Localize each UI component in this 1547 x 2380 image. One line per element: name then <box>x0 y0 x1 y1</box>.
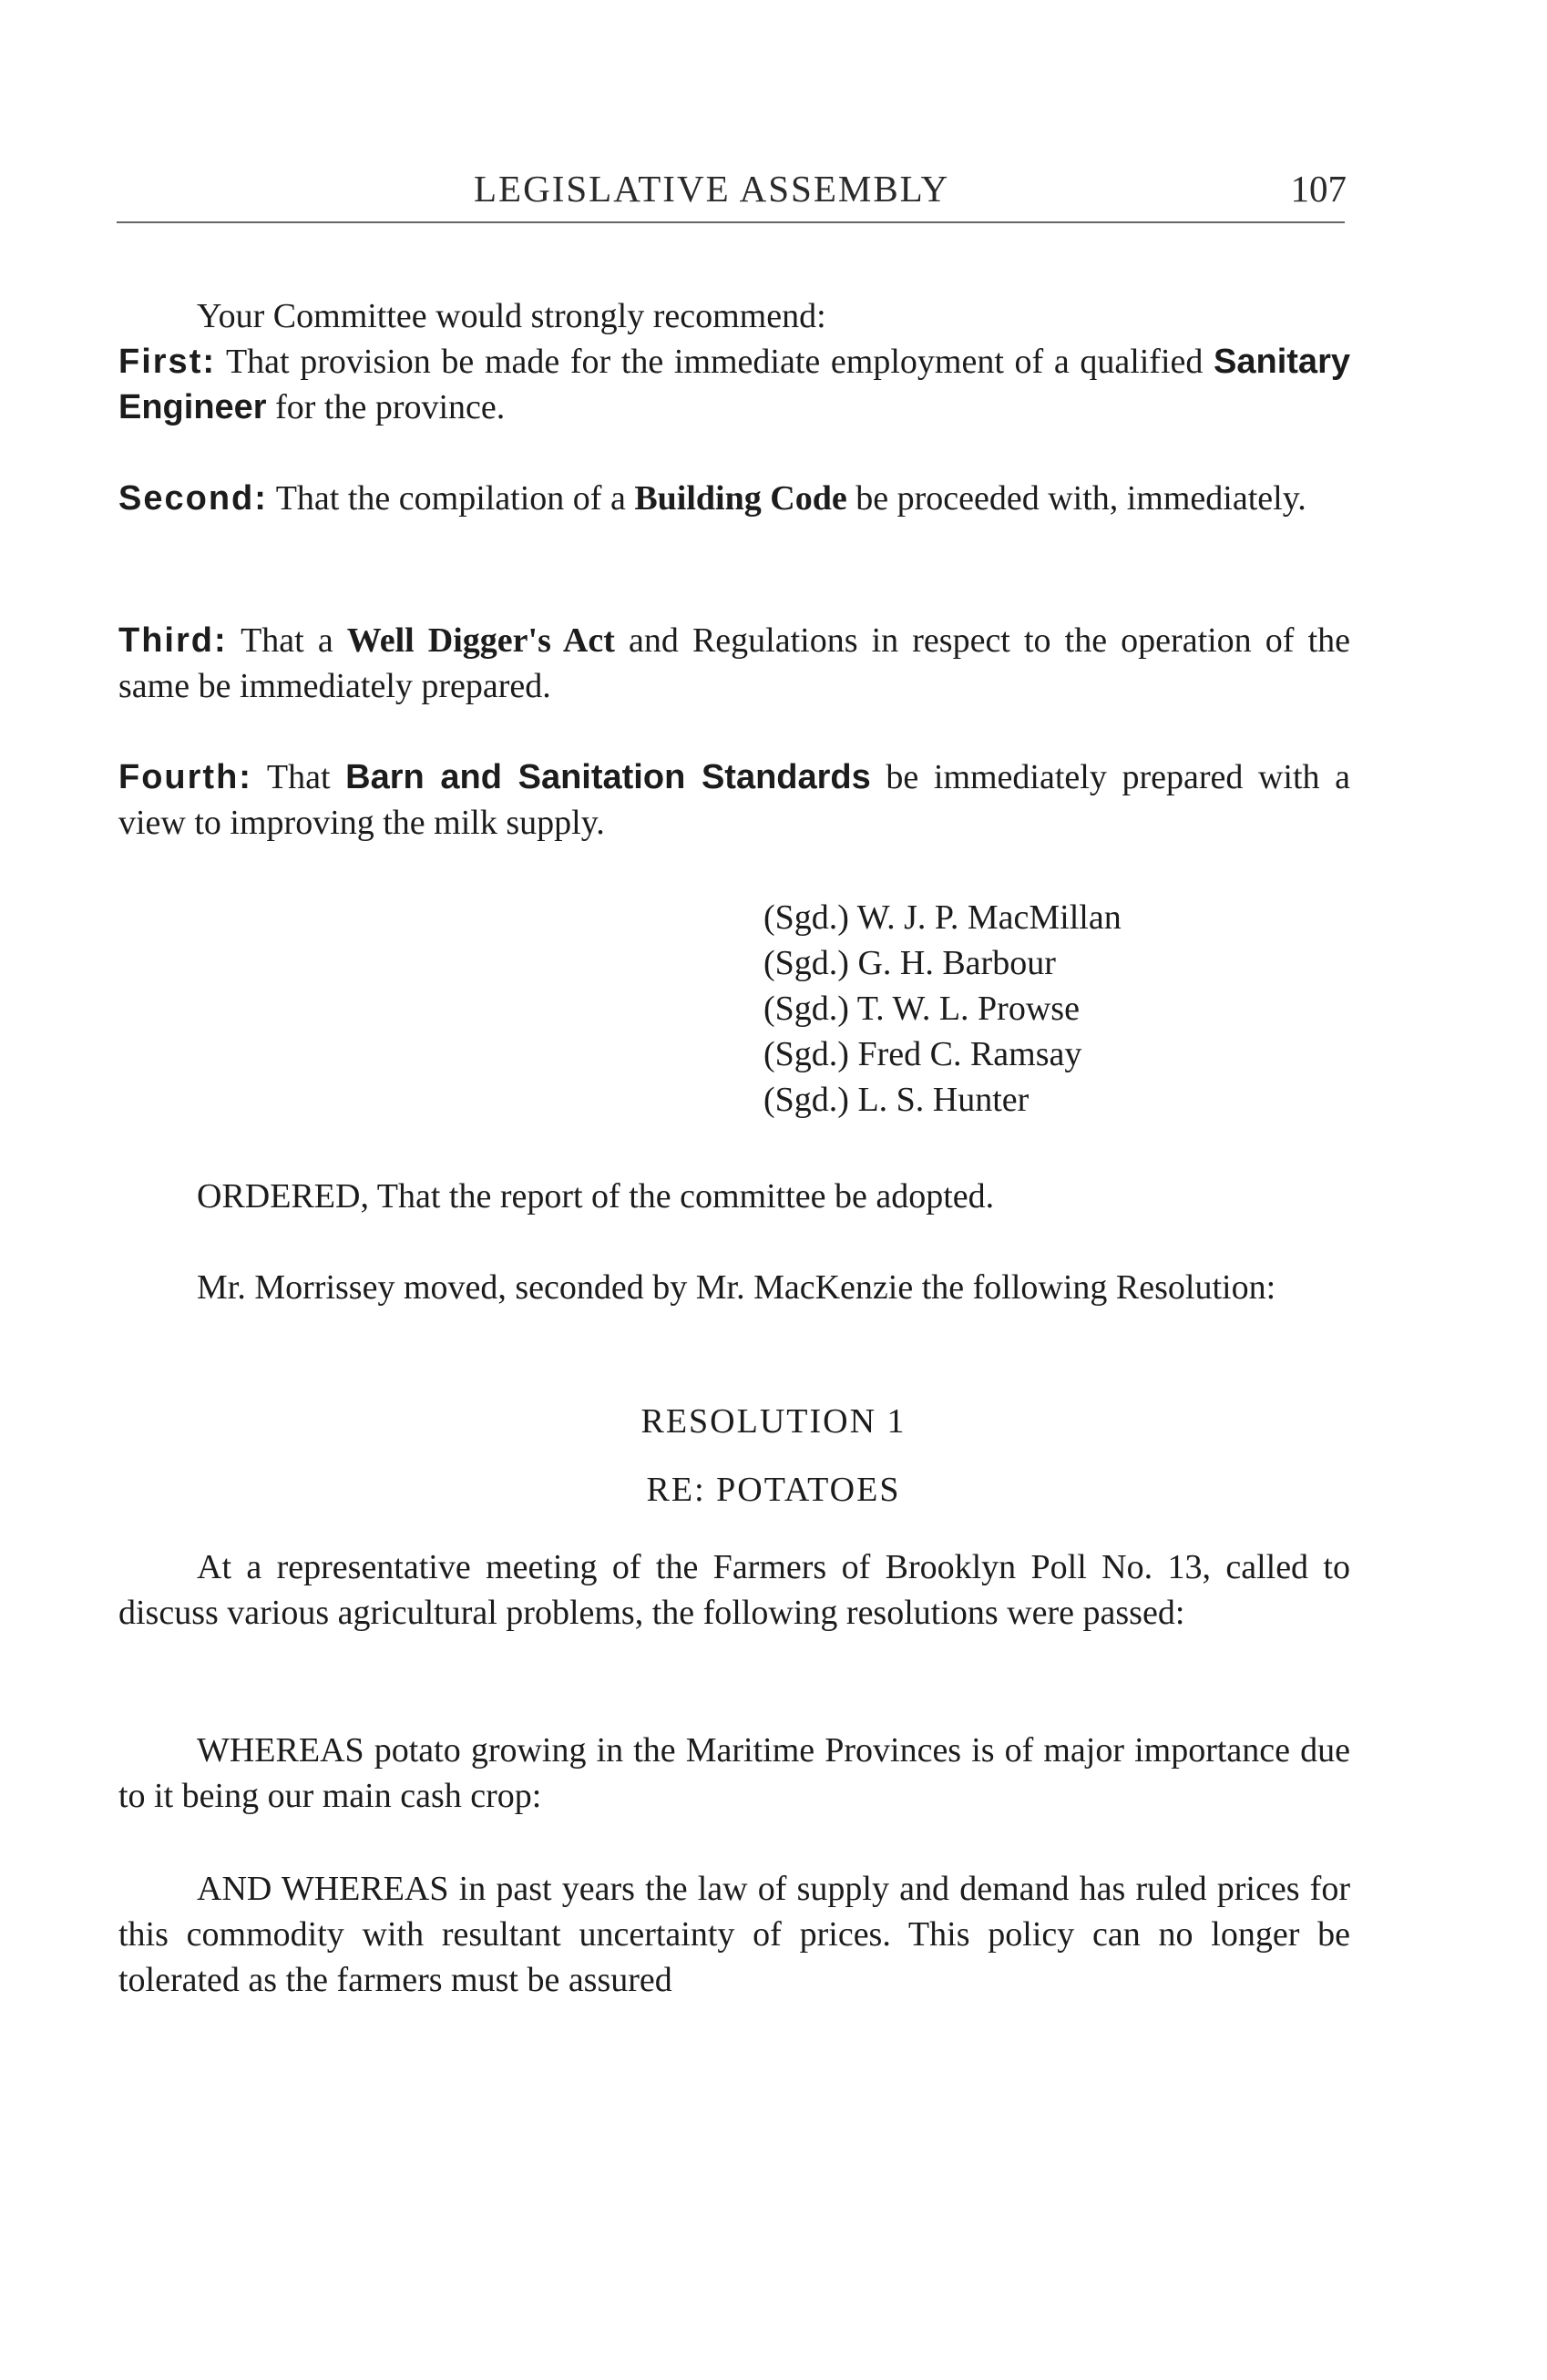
signature-line: (Sgd.) L. S. Hunter <box>763 1081 1030 1119</box>
signature-line: (Sgd.) T. W. L. Prowse <box>763 990 1080 1028</box>
ordered-statement: ORDERED, That the report of the committee be adopted. <box>197 1177 995 1216</box>
resolution-title: RESOLUTION 1 <box>640 1402 907 1441</box>
recommendation-emphasis: Building Code <box>634 479 847 518</box>
recommendation-text: That provision be made for the immediate employment of a qualified <box>216 343 1214 381</box>
recommendation-third <box>118 618 1350 709</box>
header-rule <box>117 221 1345 223</box>
signature-line: (Sgd.) Fred C. Ramsay <box>763 1035 1082 1073</box>
running-title: LEGISLATIVE ASSEMBLY <box>474 168 950 210</box>
recommendation-label: Third: <box>118 621 228 660</box>
body-paragraph: AND WHEREAS in past years the law of supply and demand has ruled prices for this commodity with resultant uncertainty of prices. This policy can no longer be tolerated as the farmers must be assured <box>118 1870 1350 1999</box>
recommendation-label: Fourth: <box>118 758 252 796</box>
body-paragraph: WHEREAS potato growing in the Maritime Provinces is of major importance due to it being our main cash crop: <box>118 1731 1350 1815</box>
motion-paragraph: Mr. Morrissey moved, seconded by Mr. MacKenzie the following Resolution: <box>197 1268 1276 1307</box>
signature-line: (Sgd.) W. J. P. MacMillan <box>763 898 1122 937</box>
recommendation-text: and Regulations in respect to the operation of the same be immediately prepared. <box>118 621 1350 705</box>
signature-block <box>763 895 1122 1123</box>
recommendation-second <box>118 476 1350 521</box>
recommendation-text: for the province. <box>266 388 506 426</box>
recommendation-fourth <box>118 754 1350 846</box>
resolution-subject: RE: POTATOES <box>646 1471 901 1509</box>
page-header <box>117 167 1347 221</box>
recommendation-emphasis: Sanitary Engineer <box>118 343 1350 426</box>
recommendation-text: be proceeded with, immediately. <box>846 479 1306 518</box>
recommendation-first <box>118 339 1350 430</box>
recommendation-text: be immediately prepared with a view to improving the milk supply. <box>118 758 1351 842</box>
recommendation-text: That <box>251 758 346 796</box>
recommendation-label: First: <box>118 343 216 381</box>
recommendation-emphasis: Well Digger's Act <box>346 621 615 660</box>
page-number: 107 <box>1290 168 1347 210</box>
signature-line: (Sgd.) G. H. Barbour <box>763 944 1056 982</box>
recommendation-text: That a <box>227 621 347 660</box>
body-paragraph: At a representative meeting of the Farmers of Brooklyn Poll No. 13, called to discuss various agricultural problems, the following resolutions were passed: <box>118 1548 1350 1632</box>
recommendation-text: That the compilation of a <box>267 479 635 518</box>
recommendation-label: Second: <box>118 479 268 518</box>
recommendation-emphasis: Barn and Sanitation Standards <box>345 758 871 796</box>
committee-intro: Your Committee would strongly recommend: <box>197 297 826 335</box>
